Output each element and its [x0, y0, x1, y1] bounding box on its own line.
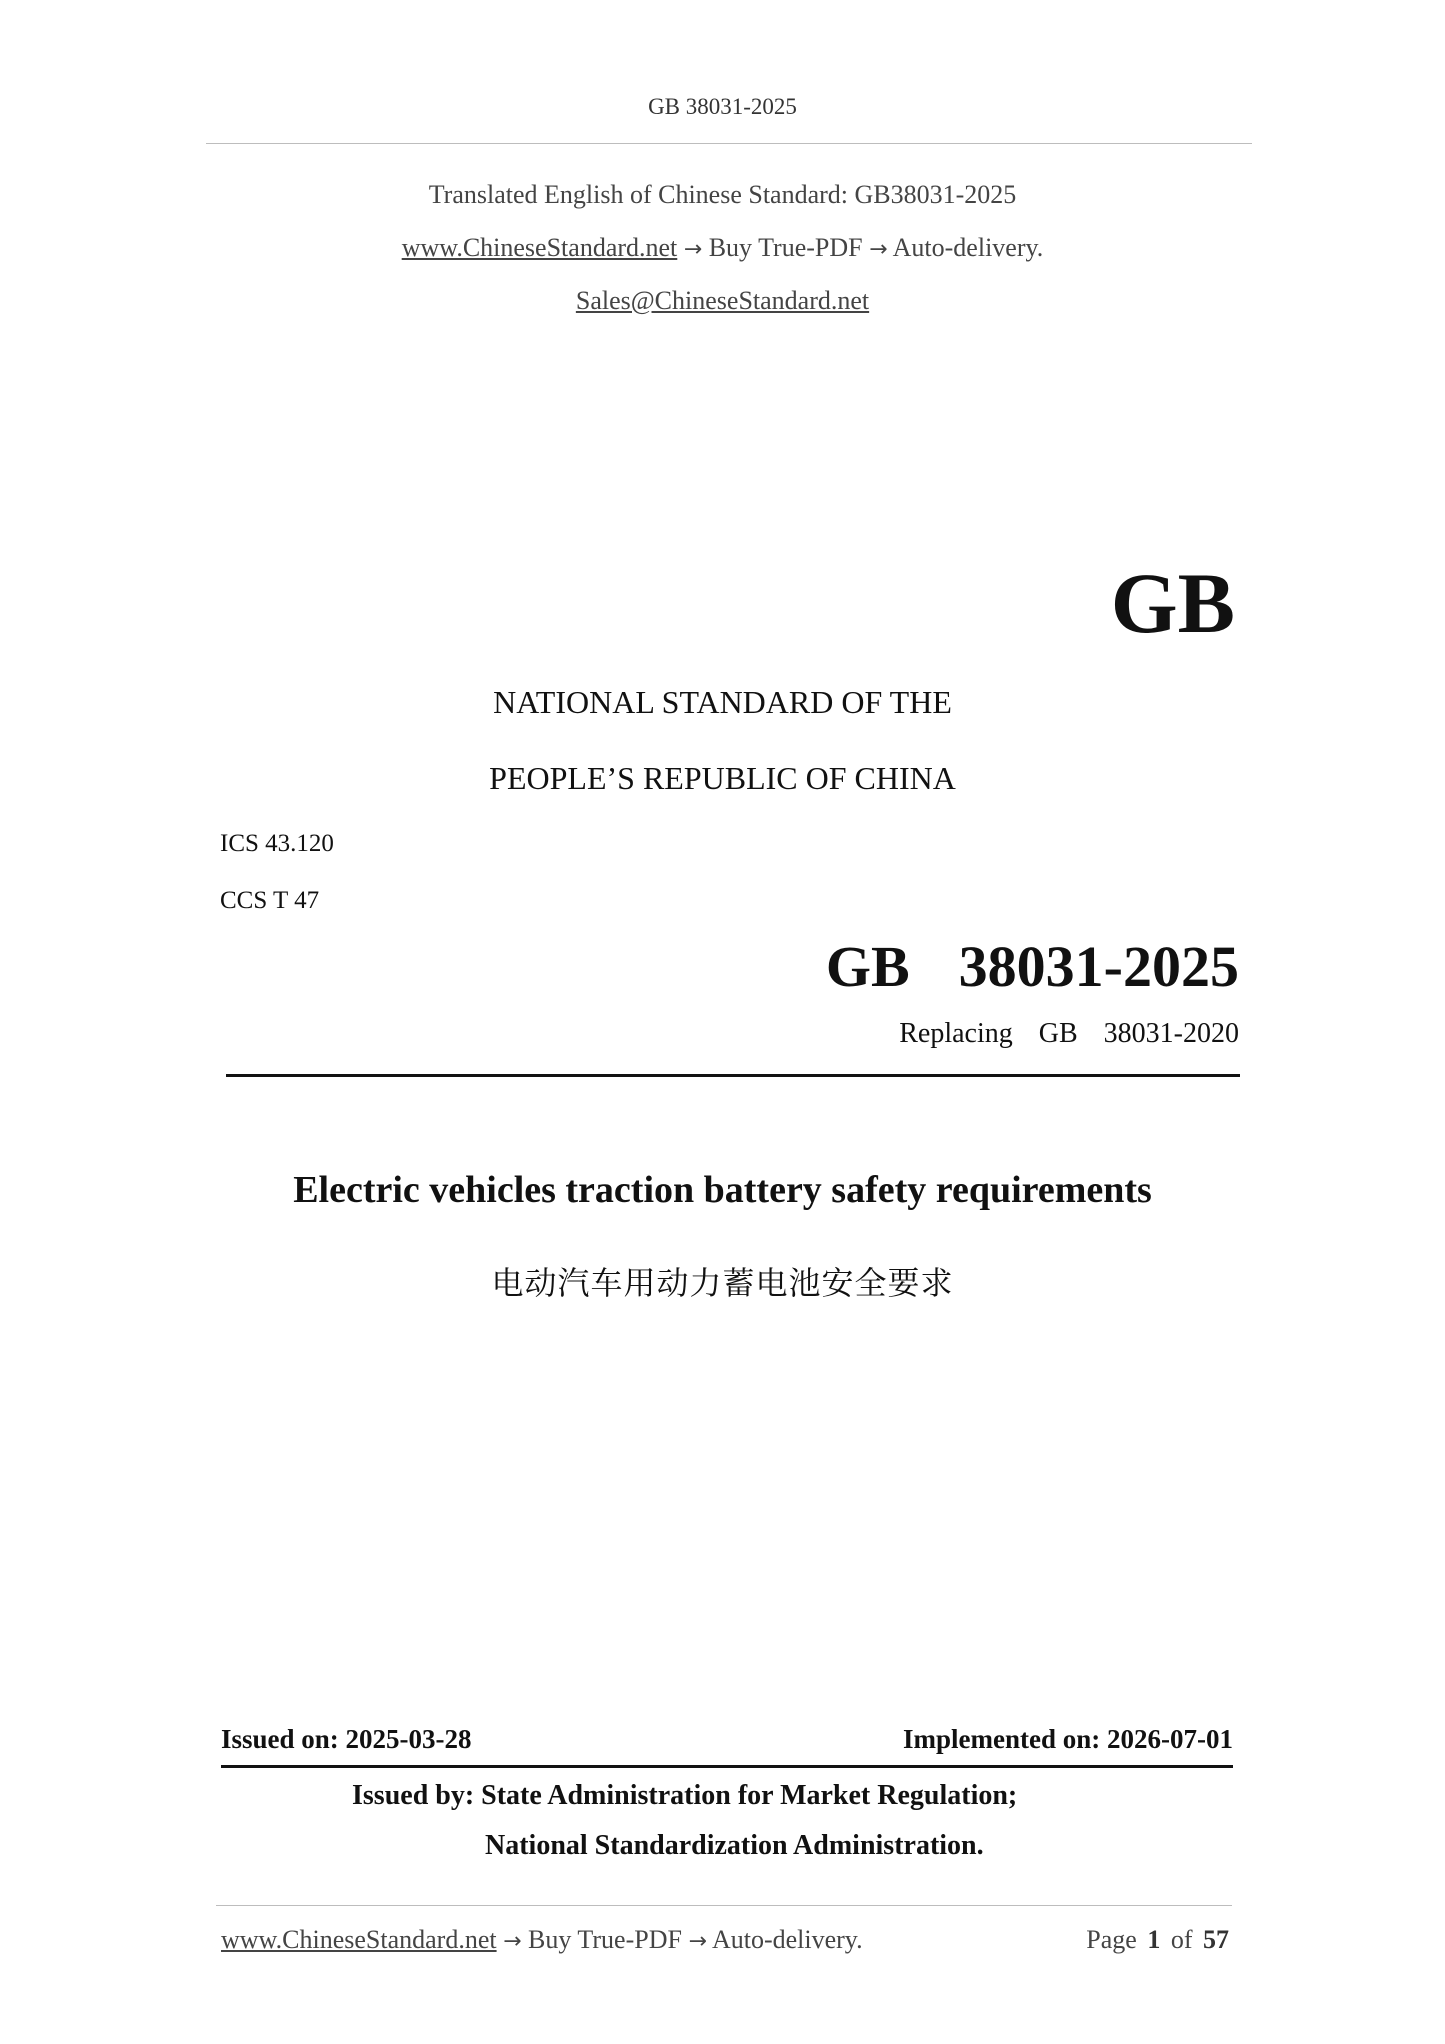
title-chinese: 电动汽车用动力蓄电池安全要求 — [491, 1265, 954, 1301]
total-pages: 57 — [1203, 1925, 1229, 1954]
footer-buy-text: Buy True-PDF — [528, 1925, 682, 1954]
replacing-note: Replacing GB 38031-2020 — [899, 1018, 1239, 1049]
arrow-right-icon: → — [869, 237, 888, 262]
issued-by-line2: National Standardization Administration. — [485, 1830, 984, 1861]
national-standard-line1: NATIONAL STANDARD OF THE — [493, 684, 952, 720]
page-number: 1 — [1147, 1925, 1161, 1954]
issued-by-line1: Issued by: State Administration for Market Regulation; — [352, 1780, 1018, 1811]
arrow-right-icon: → — [683, 237, 703, 262]
arrow-right-icon: → — [503, 1929, 522, 1954]
standard-number: GB 38031-2025 — [825, 934, 1239, 999]
email-line — [0, 286, 1445, 316]
ics-code: ICS 43.120 — [220, 830, 334, 857]
national-standard-line2: PEOPLE’S REPUBLIC OF CHINA — [489, 760, 956, 796]
translation-notice: Translated English of Chinese Standard: GB38031-2025 — [428, 180, 1017, 209]
purchase-links-line — [0, 233, 1445, 263]
gb-logo: GB — [1110, 555, 1235, 651]
header-divider — [206, 143, 1252, 144]
issued-date: Issued on: 2025-03-28 — [221, 1724, 472, 1754]
implemented-date: Implemented on: 2026-07-01 — [903, 1724, 1233, 1754]
footer-site-link[interactable]: www.ChineseStandard.net — [221, 1925, 497, 1954]
of-label: of — [1170, 1925, 1193, 1954]
footer-links — [221, 1925, 863, 1955]
running-header-title: GB 38031-2025 — [648, 94, 797, 119]
sales-email-link[interactable]: Sales@ChineseStandard.net — [575, 286, 870, 315]
arrow-right-icon: → — [688, 1929, 707, 1954]
site-link[interactable]: www.ChineseStandard.net — [401, 233, 678, 262]
page-indicator — [1086, 1925, 1229, 1955]
page-label: Page — [1086, 1925, 1137, 1954]
cover-divider — [226, 1074, 1240, 1077]
issue-divider — [221, 1765, 1233, 1768]
footer-divider — [216, 1905, 1232, 1906]
title-english: Electric vehicles traction battery safety requirements — [293, 1169, 1152, 1211]
footer-delivery-text: Auto-delivery. — [711, 1925, 863, 1954]
buy-text: Buy True-PDF — [708, 233, 863, 262]
delivery-text: Auto-delivery. — [892, 233, 1044, 262]
ccs-code: CCS T 47 — [220, 887, 320, 914]
